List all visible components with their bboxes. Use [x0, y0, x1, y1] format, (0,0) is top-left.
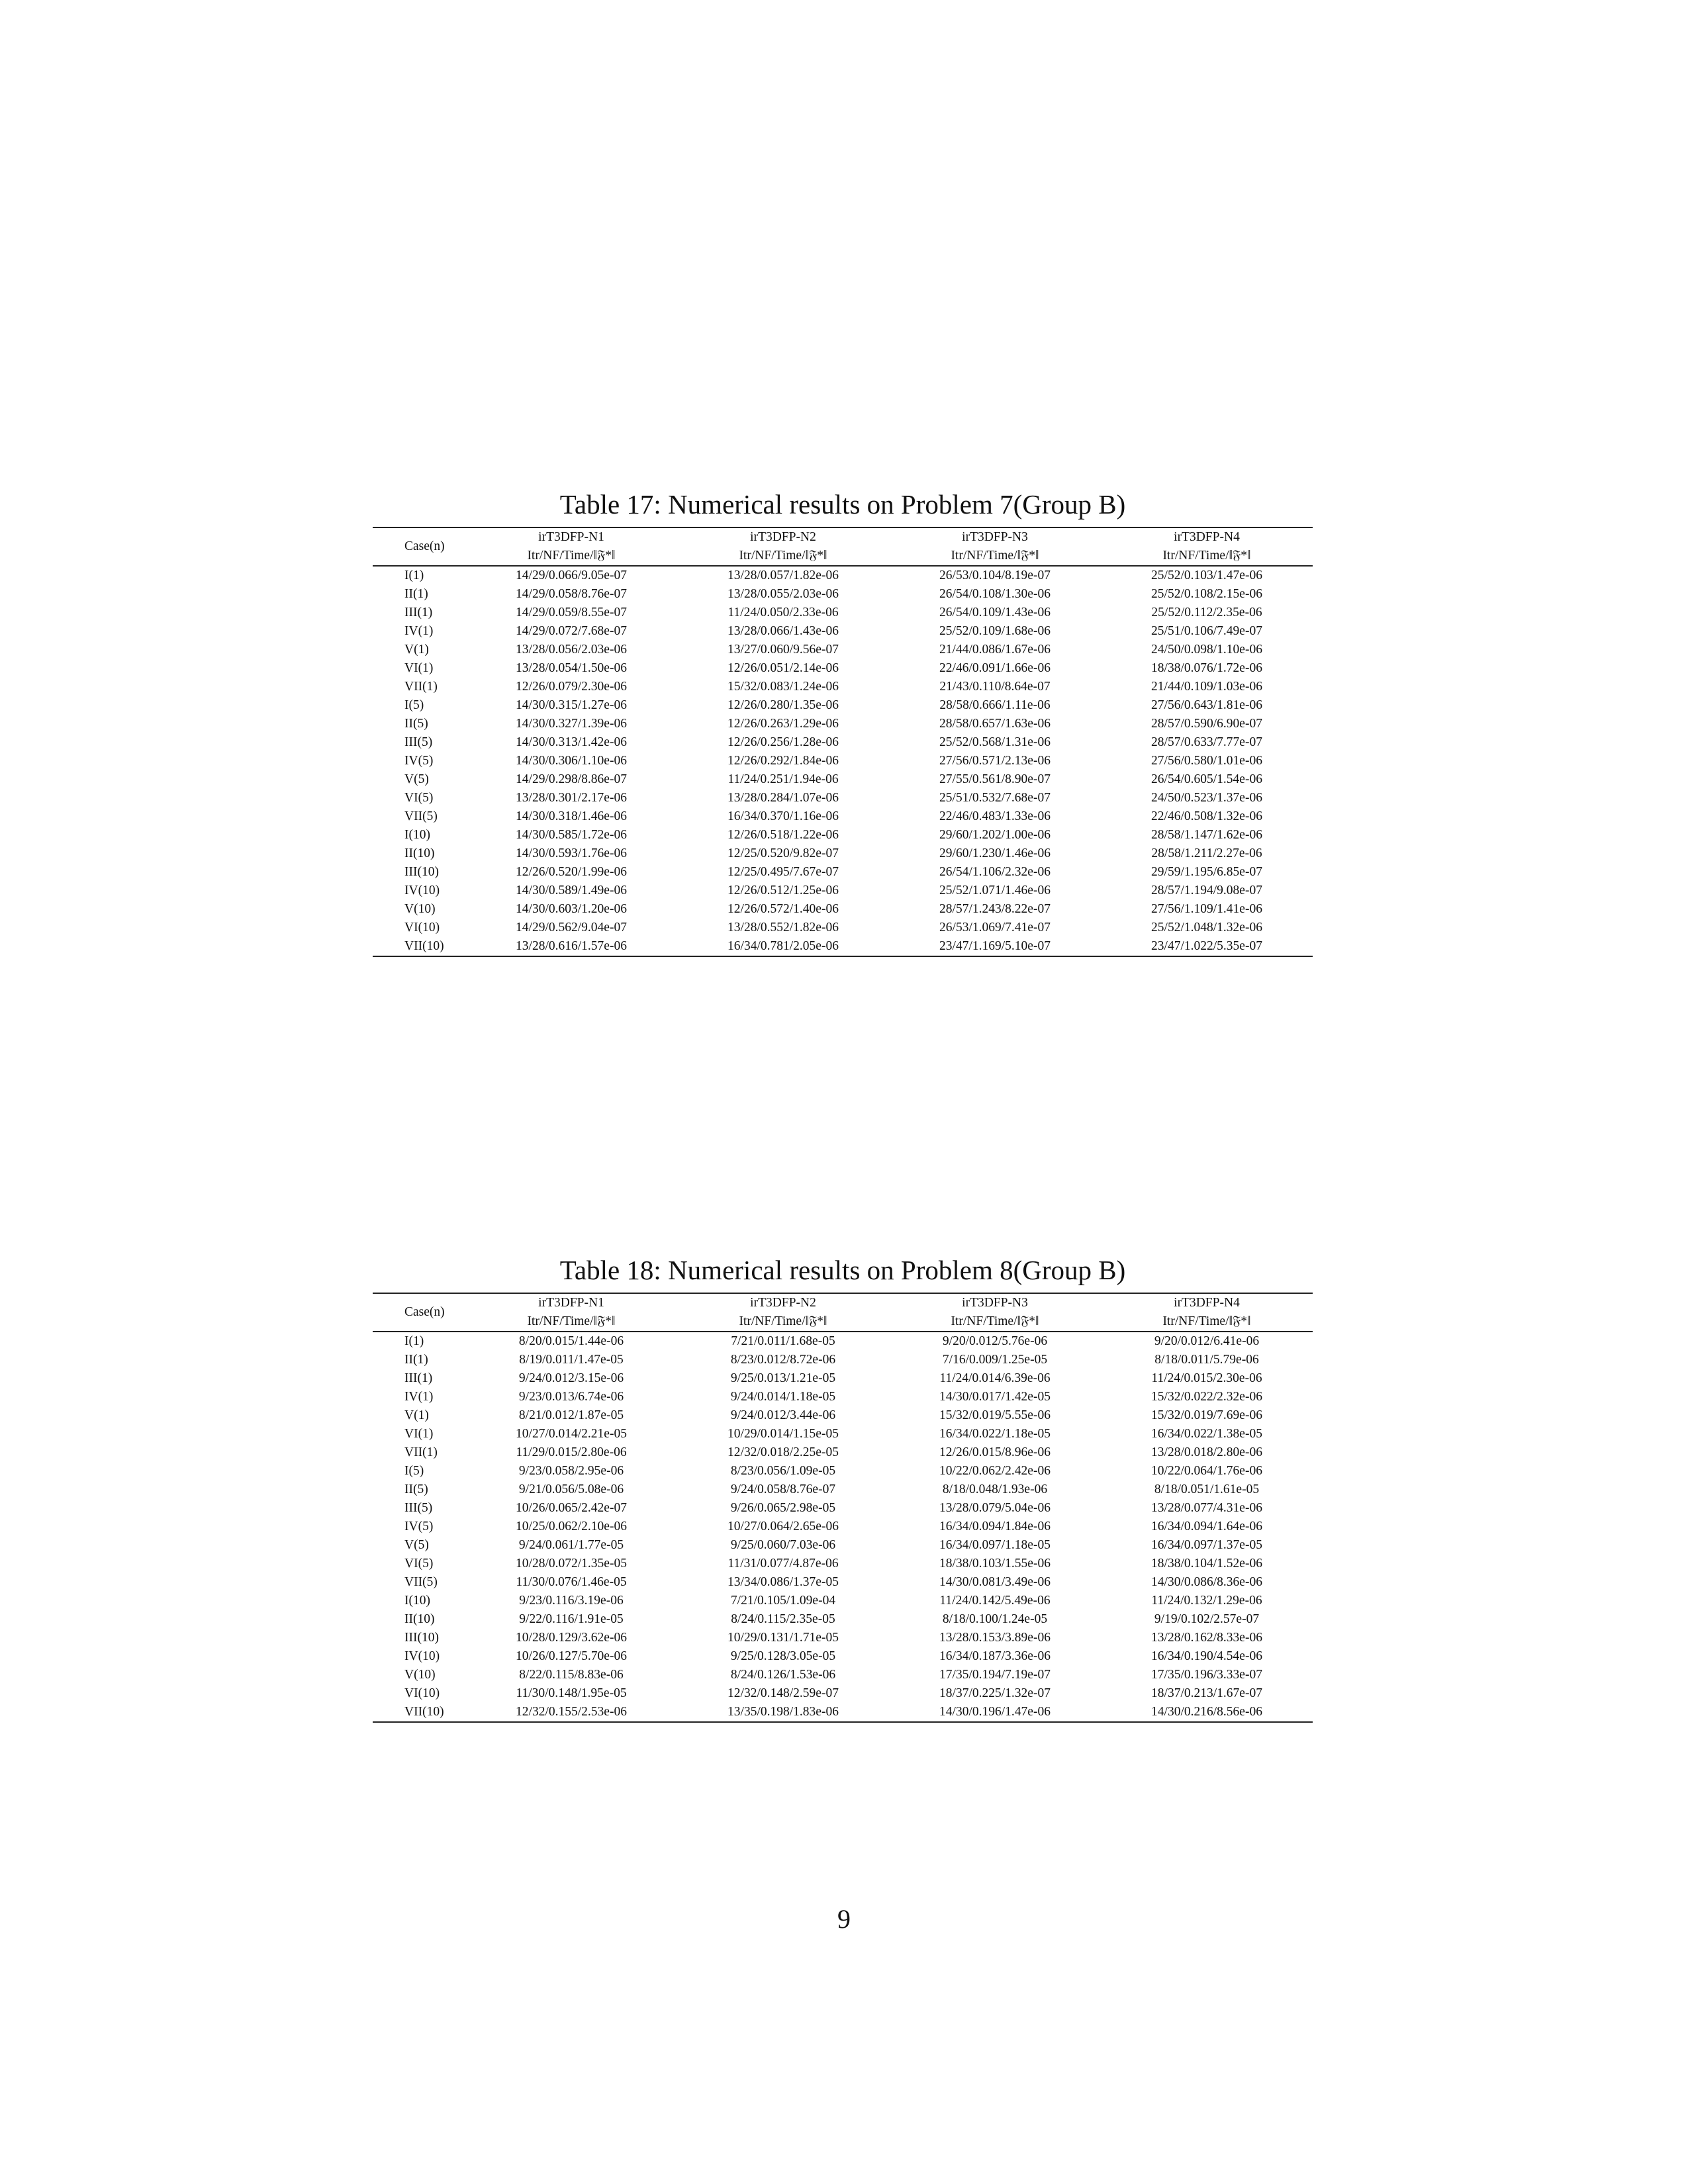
result-cell: 10/29/0.014/1.15e-05: [727, 1427, 839, 1441]
result-cell: 22/46/0.508/1.32e-06: [1151, 809, 1262, 823]
table-row: [373, 789, 1313, 807]
table-row: [373, 1647, 1313, 1666]
case-label: III(10): [404, 1631, 439, 1645]
result-cell: 10/28/0.072/1.35e-05: [516, 1557, 627, 1570]
case-label: IV(5): [404, 754, 434, 768]
case-label: III(5): [404, 735, 433, 749]
result-cell: 25/52/0.112/2.35e-06: [1151, 606, 1262, 619]
table-row: [373, 678, 1313, 696]
case-label: VII(1): [404, 680, 438, 694]
case-label: I(10): [404, 1594, 430, 1608]
result-cell: 8/18/0.048/1.93e-06: [942, 1482, 1048, 1496]
result-cell: 11/31/0.077/4.87e-06: [727, 1557, 839, 1570]
case-label: II(1): [404, 1353, 428, 1367]
result-cell: 12/26/0.015/8.96e-06: [939, 1445, 1051, 1459]
case-label: I(10): [404, 828, 430, 842]
result-cell: 16/34/0.094/1.84e-06: [939, 1520, 1051, 1533]
result-cell: 14/29/0.058/8.76e-07: [516, 587, 627, 601]
table-row: [373, 900, 1313, 919]
result-cell: 28/58/1.211/2.27e-06: [1151, 846, 1262, 860]
result-cell: 28/57/0.590/6.90e-07: [1151, 717, 1262, 731]
result-cell: 28/58/0.657/1.63e-06: [939, 717, 1051, 731]
result-cell: 14/30/0.327/1.39e-06: [516, 717, 627, 731]
table-body: [373, 566, 1313, 956]
result-cell: 13/28/0.066/1.43e-06: [727, 624, 839, 638]
result-cell: 29/60/1.230/1.46e-06: [939, 846, 1051, 860]
method-header: irT3DFP-N2: [750, 530, 816, 544]
result-cell: 18/37/0.225/1.32e-07: [939, 1686, 1051, 1700]
result-cell: 16/34/0.097/1.18e-05: [939, 1538, 1051, 1552]
table-row: [373, 1406, 1313, 1425]
case-label: III(10): [404, 865, 439, 879]
result-cell: 8/20/0.015/1.44e-06: [518, 1334, 624, 1348]
table-row: [373, 919, 1313, 937]
case-label: V(10): [404, 902, 436, 916]
result-cell: 8/24/0.126/1.53e-06: [730, 1668, 836, 1682]
result-cell: 26/53/0.104/8.19e-07: [939, 569, 1051, 582]
result-cell: 9/26/0.065/2.98e-05: [730, 1501, 836, 1515]
result-cell: 23/47/1.169/5.10e-07: [939, 939, 1051, 953]
result-cell: 10/28/0.129/3.62e-06: [516, 1631, 627, 1645]
result-cell: 11/30/0.148/1.95e-05: [516, 1686, 627, 1700]
result-cell: 12/26/0.520/1.99e-06: [516, 865, 627, 879]
table-row: [373, 659, 1313, 678]
method-header-row: [373, 527, 1313, 547]
result-cell: 12/26/0.263/1.29e-06: [727, 717, 839, 731]
result-cell: 13/35/0.198/1.83e-06: [727, 1705, 839, 1719]
table-row: [373, 1555, 1313, 1573]
result-cell: 12/32/0.018/2.25e-05: [727, 1445, 839, 1459]
result-cell: 13/34/0.086/1.37e-05: [727, 1575, 839, 1589]
result-cell: 9/25/0.060/7.03e-06: [730, 1538, 836, 1552]
table-row: [373, 807, 1313, 826]
result-cell: 10/27/0.014/2.21e-05: [516, 1427, 627, 1441]
result-cell: 23/47/1.022/5.35e-07: [1151, 939, 1262, 953]
result-cell: 14/30/0.593/1.76e-06: [516, 846, 627, 860]
table-row: [373, 641, 1313, 659]
case-label: VII(5): [404, 1575, 438, 1589]
method-header-row: [373, 1293, 1313, 1312]
metric-header: Itr/NF/Time/‖𝔉*‖: [739, 549, 827, 563]
result-cell: 16/34/0.022/1.38e-05: [1151, 1427, 1262, 1441]
result-cell: 11/30/0.076/1.46e-05: [516, 1575, 627, 1589]
result-cell: 11/24/0.014/6.39e-06: [939, 1371, 1051, 1385]
result-cell: 13/28/0.301/2.17e-06: [516, 791, 627, 805]
result-cell: 9/24/0.012/3.44e-06: [730, 1408, 836, 1422]
case-label: VI(10): [404, 1686, 440, 1700]
case-label: II(1): [404, 587, 428, 601]
case-label: III(1): [404, 1371, 433, 1385]
table-row: [373, 1684, 1313, 1703]
result-cell: 13/28/0.552/1.82e-06: [727, 921, 839, 934]
result-cell: 24/50/0.098/1.10e-06: [1151, 643, 1262, 657]
metric-header: Itr/NF/Time/‖𝔉*‖: [951, 549, 1039, 563]
table-row: [373, 585, 1313, 604]
result-cell: 16/34/0.781/2.05e-06: [727, 939, 839, 953]
table-caption: Table 17: Numerical results on Problem 7(Group B): [559, 489, 1126, 520]
result-cell: 28/58/0.666/1.11e-06: [939, 698, 1051, 712]
page-number: 9: [837, 1904, 851, 1934]
result-cell: 17/35/0.196/3.33e-07: [1151, 1668, 1262, 1682]
metric-header: Itr/NF/Time/‖𝔉*‖: [527, 549, 616, 563]
table-row: [373, 1703, 1313, 1722]
result-cell: 12/32/0.148/2.59e-07: [727, 1686, 839, 1700]
case-label: VI(1): [404, 661, 434, 675]
case-label: IV(1): [404, 624, 434, 638]
result-cell: 11/24/0.251/1.94e-06: [727, 772, 839, 786]
table-row: [373, 863, 1313, 882]
result-cell: 12/25/0.495/7.67e-07: [727, 865, 839, 879]
result-cell: 8/23/0.012/8.72e-06: [730, 1353, 836, 1367]
result-cell: 12/26/0.051/2.14e-06: [727, 661, 839, 675]
result-cell: 13/28/0.162/8.33e-06: [1151, 1631, 1262, 1645]
result-cell: 13/27/0.060/9.56e-07: [727, 643, 839, 657]
table-row: [373, 1480, 1313, 1499]
result-cell: 12/26/0.518/1.22e-06: [727, 828, 839, 842]
result-cell: 10/22/0.064/1.76e-06: [1151, 1464, 1262, 1478]
case-label: VII(1): [404, 1445, 438, 1459]
result-cell: 13/28/0.054/1.50e-06: [516, 661, 627, 675]
result-cell: 14/29/0.059/8.55e-07: [516, 606, 627, 619]
table-row: [373, 715, 1313, 733]
result-cell: 13/28/0.056/2.03e-06: [516, 643, 627, 657]
result-cell: 12/26/0.572/1.40e-06: [727, 902, 839, 916]
result-cell: 16/34/0.370/1.16e-06: [727, 809, 839, 823]
table-row: [373, 1518, 1313, 1536]
result-cell: 28/57/0.633/7.77e-07: [1151, 735, 1262, 749]
result-cell: 14/30/0.318/1.46e-06: [516, 809, 627, 823]
result-cell: 11/24/0.132/1.29e-06: [1151, 1594, 1262, 1608]
result-cell: 14/30/0.589/1.49e-06: [516, 884, 627, 897]
result-cell: 8/18/0.011/5.79e-06: [1154, 1353, 1259, 1367]
case-label: V(10): [404, 1668, 436, 1682]
table-row: [373, 1666, 1313, 1684]
result-cell: 12/26/0.079/2.30e-06: [516, 680, 627, 694]
result-cell: 28/57/1.243/8.22e-07: [939, 902, 1051, 916]
case-header: Case(n): [404, 539, 445, 553]
result-cell: 10/26/0.065/2.42e-07: [516, 1501, 627, 1515]
result-cell: 9/20/0.012/6.41e-06: [1154, 1334, 1260, 1348]
result-cell: 25/52/0.109/1.68e-06: [939, 624, 1051, 638]
result-cell: 25/52/0.103/1.47e-06: [1151, 569, 1262, 582]
case-label: V(1): [404, 643, 429, 657]
result-cell: 12/26/0.512/1.25e-06: [727, 884, 839, 897]
case-label: I(5): [404, 698, 424, 712]
table-row: [373, 622, 1313, 641]
result-cell: 14/30/0.585/1.72e-06: [516, 828, 627, 842]
table-caption: Table 18: Numerical results on Problem 8(Group B): [559, 1255, 1126, 1285]
result-cell: 15/32/0.022/2.32e-06: [1151, 1390, 1262, 1404]
case-label: II(5): [404, 717, 428, 731]
results-table: [373, 1293, 1313, 1723]
result-cell: 10/27/0.064/2.65e-06: [727, 1520, 839, 1533]
result-cell: 16/34/0.022/1.18e-05: [939, 1427, 1051, 1441]
case-label: III(5): [404, 1501, 433, 1515]
result-cell: 9/23/0.013/6.74e-06: [518, 1390, 624, 1404]
result-cell: 9/23/0.058/2.95e-06: [518, 1464, 624, 1478]
case-label: V(5): [404, 1538, 429, 1552]
result-cell: 14/29/0.562/9.04e-07: [516, 921, 627, 934]
result-cell: 9/21/0.056/5.08e-06: [518, 1482, 624, 1496]
result-cell: 24/50/0.523/1.37e-06: [1151, 791, 1262, 805]
result-cell: 14/29/0.066/9.05e-07: [516, 569, 627, 582]
result-cell: 26/54/0.605/1.54e-06: [1151, 772, 1262, 786]
result-cell: 10/22/0.062/2.42e-06: [939, 1464, 1051, 1478]
result-cell: 21/44/0.086/1.67e-06: [939, 643, 1051, 657]
result-cell: 14/30/0.081/3.49e-06: [939, 1575, 1051, 1589]
table-row: [373, 1388, 1313, 1406]
result-cell: 26/54/0.108/1.30e-06: [939, 587, 1051, 601]
table-row: [373, 1462, 1313, 1480]
result-cell: 29/60/1.202/1.00e-06: [939, 828, 1051, 842]
method-header: irT3DFP-N1: [538, 1296, 604, 1310]
case-label: IV(1): [404, 1390, 434, 1404]
case-label: III(1): [404, 606, 433, 619]
result-cell: 12/25/0.520/9.82e-07: [727, 846, 839, 860]
result-cell: 13/28/0.055/2.03e-06: [727, 587, 839, 601]
case-header: Case(n): [404, 1305, 445, 1319]
result-cell: 9/24/0.061/1.77e-05: [518, 1538, 624, 1552]
table-row: [373, 882, 1313, 900]
table-row: [373, 1332, 1313, 1351]
result-cell: 9/20/0.012/5.76e-06: [942, 1334, 1048, 1348]
result-cell: 14/30/0.603/1.20e-06: [516, 902, 627, 916]
result-cell: 13/28/0.079/5.04e-06: [939, 1501, 1051, 1515]
result-cell: 7/21/0.105/1.09e-04: [730, 1594, 836, 1608]
result-cell: 26/53/1.069/7.41e-07: [939, 921, 1051, 934]
result-cell: 8/21/0.012/1.87e-05: [518, 1408, 624, 1422]
table-row: [373, 937, 1313, 956]
result-cell: 16/34/0.097/1.37e-05: [1151, 1538, 1262, 1552]
result-cell: 11/29/0.015/2.80e-06: [516, 1445, 627, 1459]
metric-header: Itr/NF/Time/‖𝔉*‖: [1162, 1314, 1251, 1328]
result-cell: 8/24/0.115/2.35e-05: [731, 1612, 835, 1626]
case-label: VI(5): [404, 791, 434, 805]
result-cell: 25/52/0.108/2.15e-06: [1151, 587, 1262, 601]
metric-header: Itr/NF/Time/‖𝔉*‖: [1162, 549, 1251, 563]
method-header: irT3DFP-N3: [962, 1296, 1028, 1310]
table-row: [373, 1425, 1313, 1443]
case-label: II(10): [404, 846, 435, 860]
table-row: [373, 752, 1313, 770]
result-cell: 18/38/0.103/1.55e-06: [939, 1557, 1051, 1570]
result-cell: 13/28/0.077/4.31e-06: [1151, 1501, 1262, 1515]
method-header: irT3DFP-N4: [1174, 530, 1240, 544]
result-cell: 14/30/0.196/1.47e-06: [939, 1705, 1051, 1719]
result-cell: 27/56/0.643/1.81e-06: [1151, 698, 1262, 712]
result-cell: 11/24/0.015/2.30e-06: [1151, 1371, 1262, 1385]
table-row: [373, 733, 1313, 752]
result-cell: 9/25/0.128/3.05e-05: [730, 1649, 836, 1663]
table-row: [373, 1592, 1313, 1610]
result-cell: 12/32/0.155/2.53e-06: [516, 1705, 627, 1719]
table-row: [373, 1629, 1313, 1647]
method-header: irT3DFP-N1: [538, 530, 604, 544]
result-cell: 11/24/0.050/2.33e-06: [727, 606, 839, 619]
result-cell: 14/29/0.072/7.68e-07: [516, 624, 627, 638]
result-cell: 18/37/0.213/1.67e-07: [1151, 1686, 1262, 1700]
result-cell: 21/44/0.109/1.03e-06: [1151, 680, 1262, 694]
result-cell: 25/52/0.568/1.31e-06: [939, 735, 1051, 749]
result-cell: 14/30/0.216/8.56e-06: [1151, 1705, 1262, 1719]
table-18-block: [373, 1254, 1313, 1723]
table-row: [373, 1443, 1313, 1462]
result-cell: 25/52/1.071/1.46e-06: [939, 884, 1051, 897]
table-row: [373, 826, 1313, 844]
results-table: [373, 527, 1313, 957]
result-cell: 9/24/0.012/3.15e-06: [518, 1371, 624, 1385]
result-cell: 10/29/0.131/1.71e-05: [727, 1631, 839, 1645]
result-cell: 25/51/0.106/7.49e-07: [1151, 624, 1262, 638]
case-label: II(10): [404, 1612, 435, 1626]
result-cell: 14/30/0.086/8.36e-06: [1151, 1575, 1262, 1589]
result-cell: 15/32/0.019/7.69e-06: [1151, 1408, 1262, 1422]
result-cell: 8/18/0.100/1.24e-05: [942, 1612, 1048, 1626]
case-label: I(1): [404, 1334, 424, 1348]
result-cell: 12/26/0.280/1.35e-06: [727, 698, 839, 712]
case-label: V(1): [404, 1408, 429, 1422]
result-cell: 14/30/0.017/1.42e-05: [939, 1390, 1051, 1404]
result-cell: 15/32/0.019/5.55e-06: [939, 1408, 1051, 1422]
result-cell: 9/22/0.116/1.91e-05: [519, 1612, 624, 1626]
result-cell: 9/24/0.014/1.18e-05: [730, 1390, 836, 1404]
result-cell: 14/30/0.306/1.10e-06: [516, 754, 627, 768]
method-header: irT3DFP-N3: [962, 530, 1028, 544]
result-cell: 22/46/0.091/1.66e-06: [939, 661, 1051, 675]
result-cell: 14/30/0.313/1.42e-06: [516, 735, 627, 749]
result-cell: 28/58/1.147/1.62e-06: [1151, 828, 1262, 842]
result-cell: 12/26/0.292/1.84e-06: [727, 754, 839, 768]
case-label: II(5): [404, 1482, 428, 1496]
table-row: [373, 1351, 1313, 1369]
result-cell: 8/23/0.056/1.09e-05: [730, 1464, 836, 1478]
result-cell: 13/28/0.153/3.89e-06: [939, 1631, 1051, 1645]
result-cell: 15/32/0.083/1.24e-06: [727, 680, 839, 694]
case-label: VI(5): [404, 1557, 434, 1570]
result-cell: 9/19/0.102/2.57e-07: [1154, 1612, 1260, 1626]
result-cell: 7/16/0.009/1.25e-05: [942, 1353, 1048, 1367]
result-cell: 16/34/0.094/1.64e-06: [1151, 1520, 1262, 1533]
table-row: [373, 1536, 1313, 1555]
result-cell: 29/59/1.195/6.85e-07: [1151, 865, 1262, 879]
metric-header-row: [373, 1312, 1313, 1332]
result-cell: 7/21/0.011/1.68e-05: [731, 1334, 835, 1348]
result-cell: 11/24/0.142/5.49e-06: [939, 1594, 1051, 1608]
result-cell: 10/26/0.127/5.70e-06: [516, 1649, 627, 1663]
method-header: irT3DFP-N4: [1174, 1296, 1240, 1310]
case-label: VII(5): [404, 809, 438, 823]
method-header: irT3DFP-N2: [750, 1296, 816, 1310]
result-cell: 14/29/0.298/8.86e-07: [516, 772, 627, 786]
result-cell: 9/23/0.116/3.19e-06: [519, 1594, 624, 1608]
result-cell: 27/55/0.561/8.90e-07: [939, 772, 1051, 786]
result-cell: 13/28/0.057/1.82e-06: [727, 569, 839, 582]
result-cell: 25/52/1.048/1.32e-06: [1151, 921, 1262, 934]
result-cell: 21/43/0.110/8.64e-07: [939, 680, 1051, 694]
result-cell: 22/46/0.483/1.33e-06: [939, 809, 1051, 823]
case-label: I(1): [404, 569, 424, 582]
result-cell: 16/34/0.187/3.36e-06: [939, 1649, 1051, 1663]
result-cell: 26/54/0.109/1.43e-06: [939, 606, 1051, 619]
result-cell: 13/28/0.284/1.07e-06: [727, 791, 839, 805]
result-cell: 9/25/0.013/1.21e-05: [730, 1371, 836, 1385]
table-row: [373, 1573, 1313, 1592]
result-cell: 17/35/0.194/7.19e-07: [939, 1668, 1051, 1682]
result-cell: 27/56/1.109/1.41e-06: [1151, 902, 1262, 916]
result-cell: 8/19/0.011/1.47e-05: [519, 1353, 624, 1367]
result-cell: 25/51/0.532/7.68e-07: [939, 791, 1051, 805]
result-cell: 26/54/1.106/2.32e-06: [939, 865, 1051, 879]
table-row: [373, 566, 1313, 585]
metric-header: Itr/NF/Time/‖𝔉*‖: [527, 1314, 616, 1328]
result-cell: 28/57/1.194/9.08e-07: [1151, 884, 1262, 897]
metric-header: Itr/NF/Time/‖𝔉*‖: [739, 1314, 827, 1328]
metric-header: Itr/NF/Time/‖𝔉*‖: [951, 1314, 1039, 1328]
table-row: [373, 1499, 1313, 1518]
case-label: V(5): [404, 772, 429, 786]
result-cell: 9/24/0.058/8.76e-07: [730, 1482, 836, 1496]
table-row: [373, 1369, 1313, 1388]
result-cell: 12/26/0.256/1.28e-06: [727, 735, 839, 749]
case-label: I(5): [404, 1464, 424, 1478]
result-cell: 16/34/0.190/4.54e-06: [1151, 1649, 1262, 1663]
result-cell: 13/28/0.018/2.80e-06: [1151, 1445, 1262, 1459]
result-cell: 10/25/0.062/2.10e-06: [516, 1520, 627, 1533]
result-cell: 27/56/0.580/1.01e-06: [1151, 754, 1262, 768]
table-body: [373, 1332, 1313, 1722]
case-label: VII(10): [404, 939, 444, 953]
table-row: [373, 604, 1313, 622]
result-cell: 8/18/0.051/1.61e-05: [1154, 1482, 1260, 1496]
table-row: [373, 844, 1313, 863]
result-cell: 18/38/0.104/1.52e-06: [1151, 1557, 1262, 1570]
case-label: VI(1): [404, 1427, 434, 1441]
table-row: [373, 1610, 1313, 1629]
case-label: IV(10): [404, 1649, 440, 1663]
case-label: IV(10): [404, 884, 440, 897]
table-row: [373, 770, 1313, 789]
table-17-block: [373, 488, 1313, 957]
case-label: IV(5): [404, 1520, 434, 1533]
case-label: VII(10): [404, 1705, 444, 1719]
result-cell: 18/38/0.076/1.72e-06: [1151, 661, 1262, 675]
result-cell: 14/30/0.315/1.27e-06: [516, 698, 627, 712]
result-cell: 27/56/0.571/2.13e-06: [939, 754, 1051, 768]
metric-header-row: [373, 547, 1313, 566]
table-row: [373, 696, 1313, 715]
case-label: VI(10): [404, 921, 440, 934]
result-cell: 13/28/0.616/1.57e-06: [516, 939, 627, 953]
result-cell: 8/22/0.115/8.83e-06: [519, 1668, 624, 1682]
